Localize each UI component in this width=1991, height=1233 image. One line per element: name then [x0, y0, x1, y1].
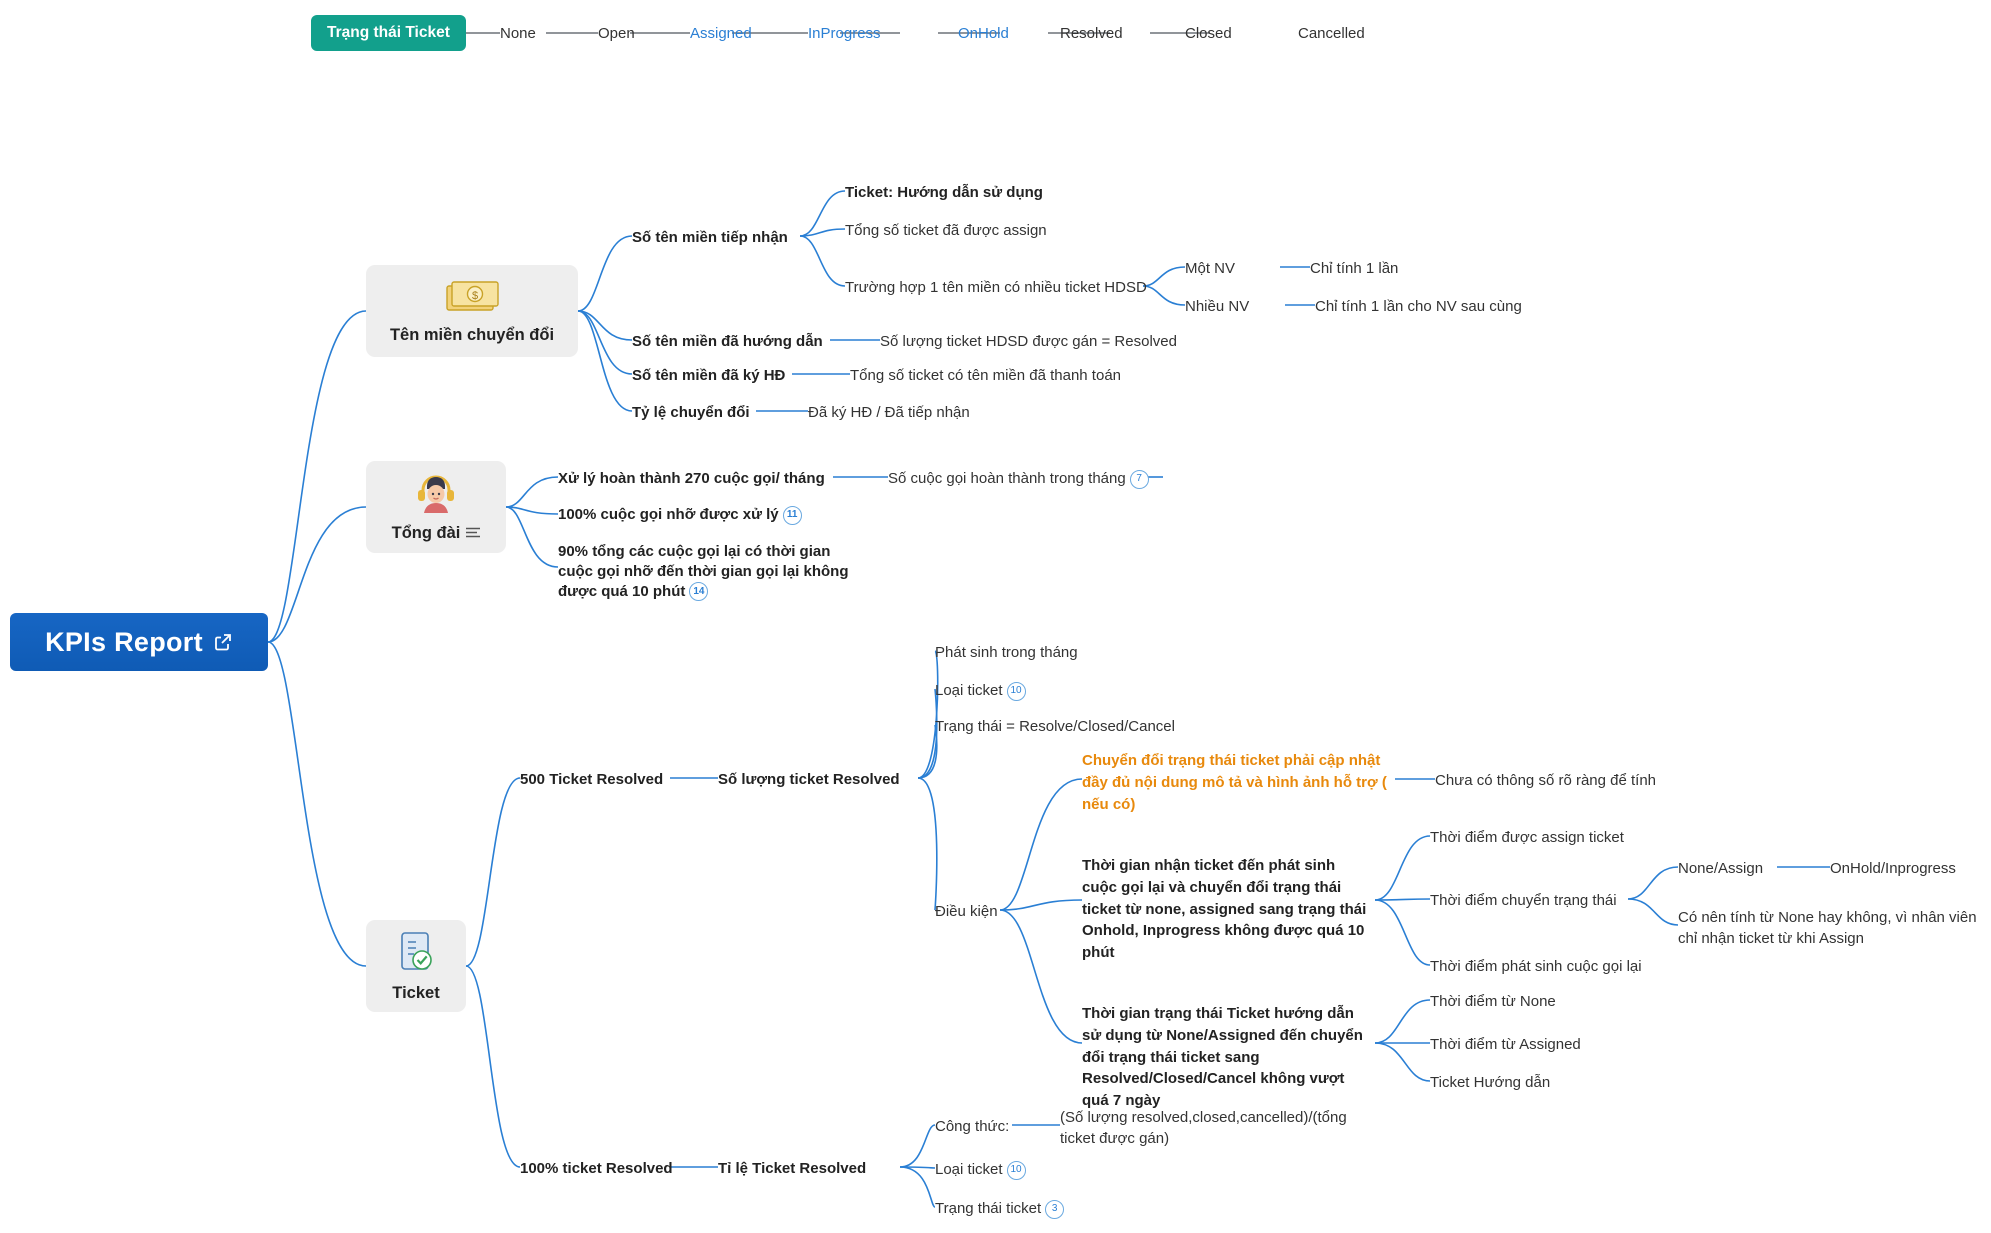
ticket-c2-onhold-inprogress[interactable]: OnHold/Inprogress — [1830, 860, 1956, 877]
ticket-type-100-badge: 10 — [1007, 1161, 1026, 1180]
ticket-status-100-badge: 3 — [1045, 1200, 1064, 1219]
external-link-icon[interactable] — [213, 632, 233, 652]
domain-guided-label[interactable]: Số tên miền đã hướng dẫn — [632, 333, 823, 350]
domain-received-label[interactable]: Số tên miền tiếp nhận — [632, 229, 788, 246]
ticket-c2-note: Có nên tính từ None hay không, vì nhân viên chỉ nhận ticket từ khi Assign — [1678, 909, 1977, 947]
domain-one-staff-note: Chỉ tính 1 lần — [1310, 260, 1399, 277]
svg-text:$: $ — [471, 289, 479, 302]
status-item-none[interactable]: None — [500, 25, 536, 42]
branch-call-center-label: Tổng đài — [392, 524, 481, 543]
ticket-type-500[interactable]: Loại ticket 10 — [935, 681, 1026, 701]
ticket-arising[interactable]: Phát sinh trong tháng — [935, 644, 1078, 661]
call-missed-label[interactable]: 100% cuộc gọi nhỡ được xử lý 11 — [558, 505, 802, 525]
branch-ticket-label: Ticket — [392, 983, 440, 1002]
domain-multi-ticket[interactable]: Trường hợp 1 tên miền có nhiều ticket HDSD — [845, 279, 1147, 296]
status-item-cancelled[interactable]: Cancelled — [1298, 25, 1365, 42]
ticket-status-filter[interactable]: Trạng thái = Resolve/Closed/Cancel — [935, 718, 1175, 735]
menu-icon[interactable] — [466, 524, 480, 543]
status-item-closed[interactable]: Closed — [1185, 25, 1232, 42]
ticket-500-count-label[interactable]: Số lượng ticket Resolved — [718, 771, 900, 788]
ticket-c3-from-none[interactable]: Thời điểm từ None — [1430, 993, 1556, 1010]
ticket-formula-label[interactable]: Công thức: — [935, 1118, 1010, 1135]
ticket-condition-1-note: Chưa có thông số rõ ràng để tính — [1435, 772, 1657, 789]
domain-rate-label[interactable]: Tỷ lệ chuyển đổi — [632, 404, 750, 421]
ticket-c3-guide-ticket[interactable]: Ticket Hướng dẫn — [1430, 1074, 1551, 1091]
ticket-status-100[interactable]: Trạng thái ticket 3 — [935, 1199, 1064, 1219]
ticket-type-500-badge: 10 — [1007, 682, 1026, 701]
call-270-label[interactable]: Xử lý hoàn thành 270 cuộc gọi/ tháng — [558, 470, 825, 487]
ticket-type-100[interactable]: Loại ticket 10 — [935, 1160, 1026, 1180]
status-item-onhold[interactable]: OnHold — [958, 25, 1009, 42]
call-270-note-badge: 7 — [1130, 470, 1149, 489]
ticket-c2-callback-time[interactable]: Thời điểm phát sinh cuộc gọi lại — [1430, 958, 1642, 975]
headset-agent-icon — [414, 472, 458, 518]
status-item-assigned[interactable]: Assigned — [690, 25, 752, 42]
branch-ticket[interactable] — [366, 920, 466, 1012]
status-item-open[interactable]: Open — [598, 25, 635, 42]
ticket-status-pill[interactable]: Trạng thái Ticket — [311, 15, 466, 51]
call-callback-label[interactable]: 90% tổng các cuộc gọi lại có thời gian cuộc gọi nhỡ đến thời gian gọi lại không được quá 10 phút 14 — [558, 543, 849, 600]
money-icon — [444, 278, 500, 320]
domain-contracted-label[interactable]: Số tên miền đã ký HĐ — [632, 367, 786, 384]
call-missed-badge: 11 — [783, 506, 802, 525]
domain-rate-note: Đã ký HĐ / Đã tiếp nhận — [808, 404, 970, 421]
domain-guided-note: Số lượng ticket HDSD được gán = Resolved — [880, 333, 1177, 350]
ticket-condition-1[interactable]: Chuyển đổi trạng thái ticket phải cập nhật đầy đủ nội dung mô tả và hình ảnh hỗ trợ ( nếu có) — [1082, 752, 1387, 813]
domain-one-staff[interactable]: Một NV — [1185, 260, 1236, 277]
domain-many-staff[interactable]: Nhiều NV — [1185, 298, 1250, 315]
branch-domain-label: Tên miền chuyển đổi — [389, 325, 555, 344]
ticket-100-resolved[interactable]: 100% ticket Resolved — [520, 1160, 673, 1177]
ticket-condition-3[interactable]: Thời gian trạng thái Ticket hướng dẫn sử dụng từ None/Assigned đến chuyển đổi trạng thái ticket sang Resolved/Closed/Cancel không vượt quá 7 ngày — [1082, 1005, 1363, 1109]
status-item-resolved[interactable]: Resolved — [1060, 25, 1123, 42]
domain-many-staff-note: Chỉ tính 1 lần cho NV sau cùng — [1315, 298, 1522, 315]
root-label: KPIs Report — [45, 626, 203, 657]
status-item-inprogress[interactable]: InProgress — [808, 25, 881, 42]
domain-contracted-note: Tổng số ticket có tên miền đã thanh toán — [850, 367, 1122, 384]
ticket-formula-value: (Số lượng resolved,closed,cancelled)/(tổng ticket được gán) — [1060, 1109, 1347, 1147]
ticket-c3-from-assigned[interactable]: Thời điểm từ Assigned — [1430, 1036, 1581, 1053]
call-270-note: Số cuộc gọi hoàn thành trong tháng 7 — [888, 469, 1149, 489]
ticket-condition-2[interactable]: Thời gian nhận ticket đến phát sinh cuộc gọi lại và chuyển đổi trạng thái ticket từ none, assigned sang trạng thái Onhold, Inprogress không được quá 10 phút — [1082, 857, 1367, 961]
ticket-conditions-label[interactable]: Điều kiện — [935, 903, 998, 920]
call-callback-badge: 14 — [689, 582, 708, 601]
ticket-c2-assign-time[interactable]: Thời điểm được assign ticket — [1430, 829, 1624, 846]
ticket-500-resolved[interactable]: 500 Ticket Resolved — [520, 771, 664, 788]
ticket-c2-none-assign[interactable]: None/Assign — [1678, 860, 1764, 877]
domain-total-assigned[interactable]: Tổng số ticket đã được assign — [845, 222, 1047, 239]
ticket-c2-status-change-time[interactable]: Thời điểm chuyển trạng thái — [1430, 892, 1617, 909]
branch-domain-conversion[interactable] — [366, 265, 578, 357]
domain-ticket-guide[interactable]: Ticket: Hướng dẫn sử dụng — [845, 184, 1043, 201]
branch-call-center[interactable] — [366, 461, 506, 553]
ticket-checklist-icon — [396, 930, 436, 978]
ticket-100-rate-label[interactable]: Tỉ lệ Ticket Resolved — [718, 1160, 867, 1177]
root-node-kpis-report[interactable] — [10, 613, 268, 671]
